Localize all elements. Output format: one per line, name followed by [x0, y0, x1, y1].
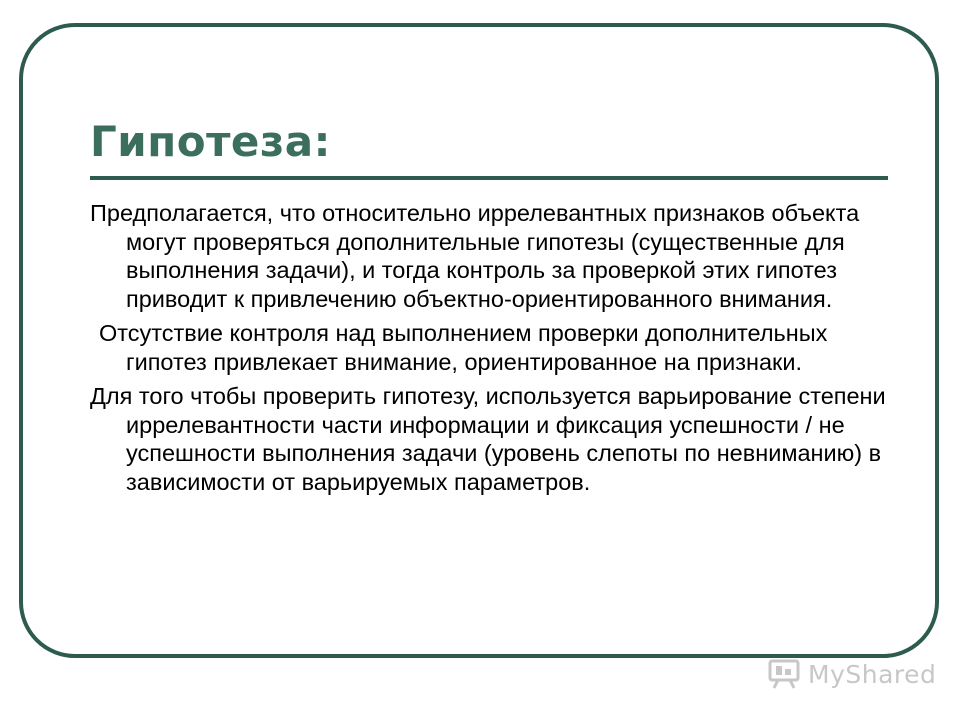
- watermark: [766, 656, 936, 692]
- paragraph-control: Отсутствие контроля над выполнением проверки дополнительных гипотез привлекает внимание, ориентированное на признаки.: [99, 320, 828, 375]
- paragraph-method: Для того чтобы проверить гипотезу, используется варьирование степени иррелевантности части информации и фиксация успешности / не успешности выполнения задачи (уровень слепоты по невниманию) в зависимости от варьируемых параметров.: [90, 383, 886, 495]
- title-underline: [90, 176, 888, 180]
- watermark-text: MyShared: [808, 659, 937, 689]
- slide-body: [90, 199, 890, 502]
- paragraph-hypothesis: Предполагается, что относительно иррелевантных признаков объекта могут проверяться дополнительные гипотезы (существенные для выполнения задачи), и тогда контроль за проверкой этих гипотез приводит к привлечению объектно-ориентированного внимания.: [90, 200, 860, 312]
- slide-title: Гипотеза:: [90, 117, 331, 166]
- presentation-board-icon: [766, 658, 802, 690]
